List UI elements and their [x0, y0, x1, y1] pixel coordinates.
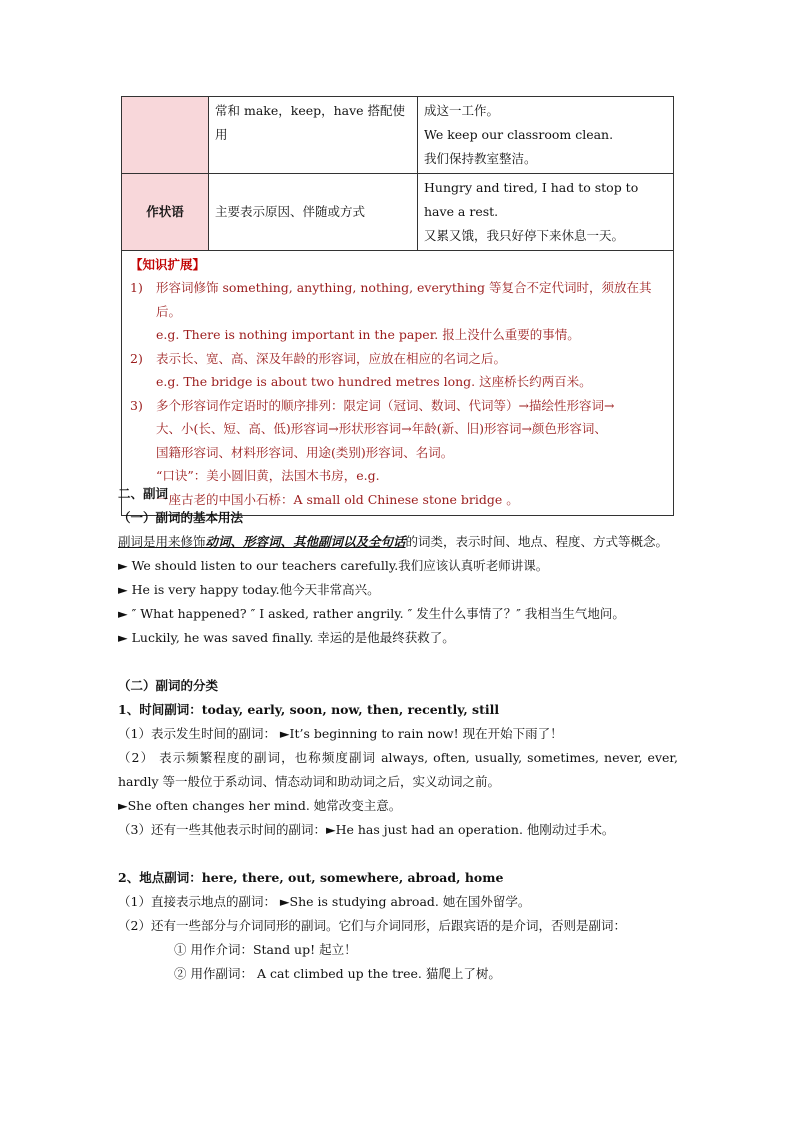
example-line: 我们保持教室整洁。 — [424, 151, 537, 166]
definition-suffix: 的词类，表示时间、地点、程度、方式等概念。 — [405, 534, 669, 549]
item-example: e.g. The bridge is about two hundred metres long. 这座桥长约两百米。 — [156, 374, 592, 389]
item-text: 形容词修饰 something, anything, nothing, everything 等复合不定代词时，须放在其后。 — [156, 280, 652, 319]
definition-emphasis: 动词、形容词、其他副词以及全句话 — [205, 534, 406, 549]
table-label-cell-empty — [122, 97, 209, 174]
place-adverb-example: ② 用作副词： A cat climbed up the tree. 猫爬上了树。 — [174, 966, 501, 981]
example-sentence: ► ″ What happened? ″ I asked, rather angrily. ″ 发生什么事情了？″ 我相当生气地问。 — [118, 606, 625, 621]
table-row — [122, 251, 674, 516]
subsection-heading: （二）副词的分类 — [118, 678, 219, 693]
example-cell — [418, 174, 674, 251]
subsection-heading: （一）副词的基本用法 — [118, 510, 244, 525]
extension-title: 【知识扩展】 — [130, 257, 206, 272]
item-example: e.g. There is nothing important in the paper. 报上没什么重要的事情。 — [156, 327, 580, 342]
example-sentence: ► He is very happy today.他今天非常高兴。 — [118, 582, 380, 597]
time-adverb-point: （3）还有一些其他表示时间的副词：►He has just had an operation. 他刚动过手术。 — [118, 822, 615, 837]
list-item — [130, 394, 665, 418]
time-adverb-title: 1、时间副词：today, early, soon, now, then, recently, still — [118, 702, 500, 717]
definition-prefix: 副词是用来修饰 — [118, 534, 206, 549]
example-line: 成这一工作。 — [424, 103, 500, 118]
time-adverb-point: （1）表示发生时间的副词： ►It’s beginning to rain now! 现在开始下雨了！ — [118, 726, 563, 741]
example-line: 又累又饿，我只好停下来休息一天。 — [424, 228, 625, 243]
item-text-continued: 大、小(长、短、高、低)形容词→形状形容词→年龄(新、旧)形容词→颜色形容词、 — [156, 421, 607, 436]
adverb-section — [118, 482, 678, 986]
definition-paragraph — [118, 530, 678, 554]
grammar-table — [121, 96, 674, 516]
place-adverb-title: 2、地点副词：here, there, out, somewhere, abroad, home — [118, 870, 504, 885]
table-row — [122, 97, 674, 174]
example-cell — [418, 97, 674, 174]
list-item — [130, 276, 665, 323]
item-example: 一座古老的中国小石桥：A small old Chinese stone bridge 。 — [156, 491, 519, 507]
section-heading: 二、副词 — [118, 486, 169, 501]
place-adverb-point: （1）直接表示地点的副词： ►She is studying abroad. 她在国外留学。 — [118, 894, 531, 909]
usage-cell: 常和 make，keep，have 搭配使用 — [209, 97, 418, 174]
item-text-continued: 国籍形容词、材料形容词、用途(类别)形容词、名词。 — [156, 444, 454, 460]
table-row — [122, 174, 674, 251]
item-mnemonic: “口诀”：美小圆旧黄，法国木书房，e.g. — [156, 468, 380, 483]
example-line: Hungry and tired, I had to stop to have a rest. — [424, 180, 639, 219]
item-text: 多个形容词作定语时的顺序排列：限定词（冠词、数词、代词等）→描绘性形容词→ — [156, 397, 615, 413]
item-number: 3) — [130, 397, 143, 413]
place-adverb-point: （2）还有一些部分与介词同形的副词。它们与介词同形，后跟宾语的是介词，否则是副词： — [118, 918, 626, 933]
item-number: 1) — [130, 280, 143, 295]
example-sentence: ► Luckily, he was saved finally. 幸运的是他最终获救了。 — [118, 630, 455, 645]
usage-cell: 主要表示原因、伴随或方式 — [209, 174, 418, 251]
time-adverb-point: （2） 表示频繁程度的副词，也称频度副词 always, often, usually, sometimes, never, ever, hardly 等一般位于系动词、情态动词和助动词之后，实义动词之前。 — [118, 750, 678, 789]
example-sentence: ► We should listen to our teachers carefully.我们应该认真听老师讲课。 — [118, 558, 549, 573]
place-adverb-example: ① 用作介词：Stand up! 起立！ — [174, 942, 357, 957]
list-item — [130, 347, 665, 371]
knowledge-extension-box — [122, 251, 674, 516]
item-number: 2) — [130, 350, 143, 366]
table-label-cell: 作状语 — [122, 174, 209, 251]
item-text: 表示长、宽、高、深及年龄的形容词，应放在相应的名词之后。 — [156, 350, 507, 366]
time-adverb-example: ►She often changes her mind. 她常改变主意。 — [118, 798, 402, 813]
example-line: We keep our classroom clean. — [424, 127, 614, 142]
